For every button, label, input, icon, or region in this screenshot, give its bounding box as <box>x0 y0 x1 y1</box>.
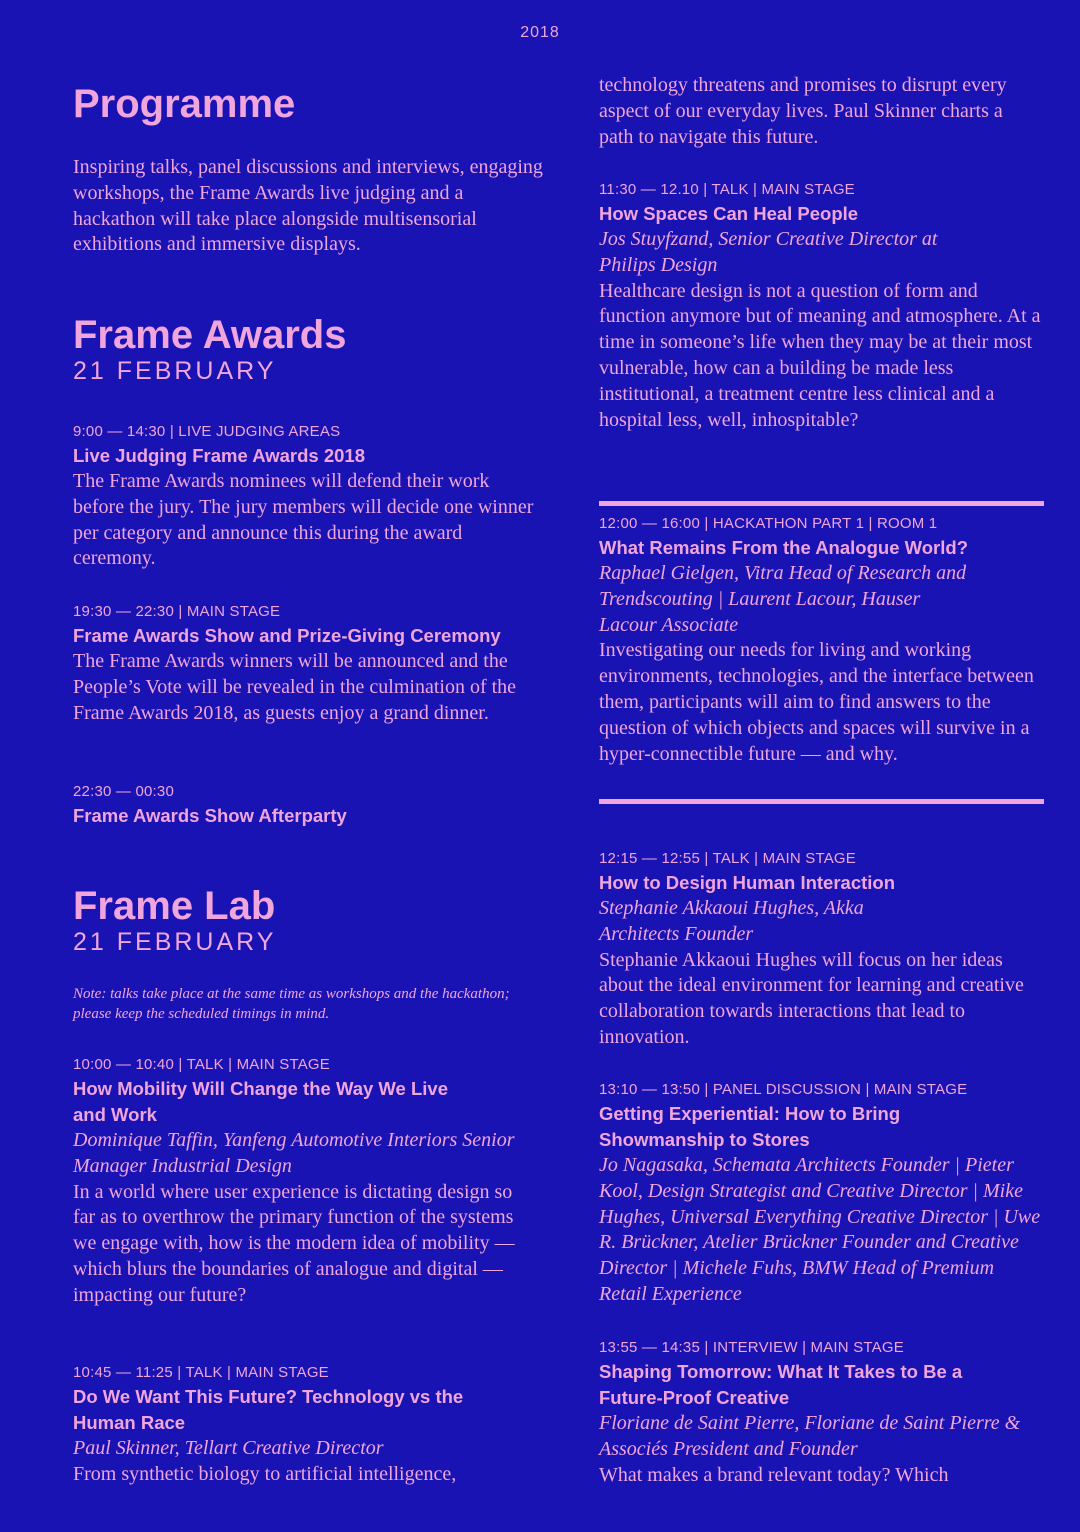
event-human-interaction <box>599 848 1044 1051</box>
event-meta: 13:55 — 14:35 | INTERVIEW | MAIN STAGE <box>599 1339 904 1356</box>
event-meta: 12:00 — 16:00 | HACKATHON PART 1 | ROOM 1 <box>599 515 938 532</box>
event-awards-show <box>73 601 543 726</box>
event-hackathon <box>599 513 1044 767</box>
event-meta: 13:10 — 13:50 | PANEL DISCUSSION | MAIN STAGE <box>599 1081 968 1098</box>
frame-awards-title: Frame Awards <box>73 313 347 357</box>
event-description: The Frame Awards winners will be announced and the People’s Vote will be revealed in the culmination of the Frame Awards 2018, as guests enjoy a grand dinner. <box>73 650 517 724</box>
programme-intro-block <box>73 155 543 258</box>
programme-section <box>73 82 543 126</box>
event-speaker: Jo Nagasaka, Schemata Architects Founder | Pieter Kool, Design Strategist and Creative Director | Mike Hughes, Universal Everything Creative Director | Uwe R. Brückner, Atelier Brückner Founder and Creative Director | Michele Fuhs, BMW Head of Premium Retail Experience <box>599 1154 1041 1305</box>
event-title: Shaping Tomorrow: What It Takes to Be a Future-Proof Creative <box>599 1361 963 1408</box>
event-title: How Spaces Can Heal People <box>599 203 859 224</box>
event-title: What Remains From the Analogue World? <box>599 537 968 558</box>
event-speaker: Dominique Taffin, Yanfeng Automotive Interiors Senior Manager Industrial Design <box>73 1129 515 1177</box>
frame-lab-date: 21 FEBRUARY <box>73 928 277 956</box>
frame-lab-title: Frame Lab <box>73 884 276 928</box>
event-title: Live Judging Frame Awards 2018 <box>73 445 365 466</box>
event-speaker: Jos Stuyfzand, Senior Creative Director at Philips Design <box>599 228 938 276</box>
event-meta: 11:30 — 12.10 | TALK | MAIN STAGE <box>599 181 855 198</box>
continued-text-block <box>599 73 1039 150</box>
event-description: The Frame Awards nominees will defend their work before the jury. The jury members will decide one winner per category and announce this during the award ceremony. <box>73 470 534 570</box>
frame-lab-note-block <box>73 984 533 1024</box>
event-afterparty <box>73 781 543 829</box>
frame-lab-header <box>73 884 543 956</box>
hackathon-top-divider <box>599 501 1044 506</box>
event-speaker: Raphael Gielgen, Vitra Head of Research and Trendscouting | Laurent Lacour, Hauser Lacour Associate <box>599 562 967 636</box>
programme-intro: Inspiring talks, panel discussions and interviews, engaging workshops, the Frame Awards live judging and a hackathon will take place alongside multisensorial exhibitions and immersive displays. <box>73 156 543 256</box>
event-shaping-tomorrow <box>599 1337 1044 1488</box>
event-title: How to Design Human Interaction <box>599 872 896 893</box>
event-description: Healthcare design is not a question of form and function anymore but of meaning and atmosphere. At a time in someone’s life when they may be at their most vulnerable, how can a building be made less institutional, a treatment centre less clinical and a hospital less, well, inhospitable? <box>599 279 1041 431</box>
event-title: Frame Awards Show and Prize-Giving Ceremony <box>73 625 501 646</box>
event-meta: 10:45 — 11:25 | TALK | MAIN STAGE <box>73 1364 329 1381</box>
event-meta: 22:30 — 00:30 <box>73 783 175 800</box>
event-meta: 19:30 — 22:30 | MAIN STAGE <box>73 603 281 620</box>
event-experiential <box>599 1079 1044 1308</box>
event-meta: 12:15 — 12:55 | TALK | MAIN STAGE <box>599 850 857 867</box>
year-label: 2018 <box>520 24 560 41</box>
event-mobility <box>73 1054 523 1309</box>
continued-description: technology threatens and promises to disrupt every aspect of our everyday lives. Paul Skinner charts a path to navigate this future. <box>599 74 1007 148</box>
hackathon-bottom-divider <box>599 799 1044 804</box>
event-meta: 10:00 — 10:40 | TALK | MAIN STAGE <box>73 1056 331 1073</box>
event-future-technology <box>73 1362 543 1488</box>
event-healing-spaces <box>599 179 1044 433</box>
event-title: Getting Experiential: How to Bring Showmanship to Stores <box>599 1103 901 1150</box>
event-title: Frame Awards Show Afterparty <box>73 805 347 826</box>
frame-awards-header <box>73 313 543 385</box>
event-speaker: Floriane de Saint Pierre, Floriane de Saint Pierre & Associés President and Founder <box>599 1412 1021 1460</box>
frame-awards-date: 21 FEBRUARY <box>73 357 277 385</box>
event-speaker: Stephanie Akkaoui Hughes, Akka Architects Founder <box>599 897 864 945</box>
programme-title: Programme <box>73 82 296 126</box>
event-description: Investigating our needs for living and working environments, technologies, and the interface between them, participants will aim to find answers to the question of which objects and spaces will survive in a hyper-connectible future — and why. <box>599 639 1034 765</box>
event-title: Do We Want This Future? Technology vs the Human Race <box>73 1386 464 1433</box>
event-description: What makes a brand relevant today? Which <box>599 1463 949 1486</box>
event-live-judging <box>73 421 543 572</box>
frame-lab-note: Note: talks take place at the same time as workshops and the hackathon; please keep the scheduled timings in mind. <box>73 986 510 1022</box>
event-speaker: Paul Skinner, Tellart Creative Director <box>73 1437 384 1459</box>
event-description: In a world where user experience is dictating design so far as to overthrow the primary function of the systems we engage with, how is the modern idea of mobility — which blurs the boundaries of analogue and digital — impacting our future? <box>73 1180 515 1306</box>
event-meta: 9:00 — 14:30 | LIVE JUDGING AREAS <box>73 423 341 440</box>
event-title: How Mobility Will Change the Way We Live and Work <box>73 1078 449 1125</box>
event-description: From synthetic biology to artificial intelligence, <box>73 1462 457 1485</box>
event-description: Stephanie Akkaoui Hughes will focus on her ideas about the ideal environment for learning and creative collaboration towards interactions that lead to innovation. <box>599 948 1024 1048</box>
